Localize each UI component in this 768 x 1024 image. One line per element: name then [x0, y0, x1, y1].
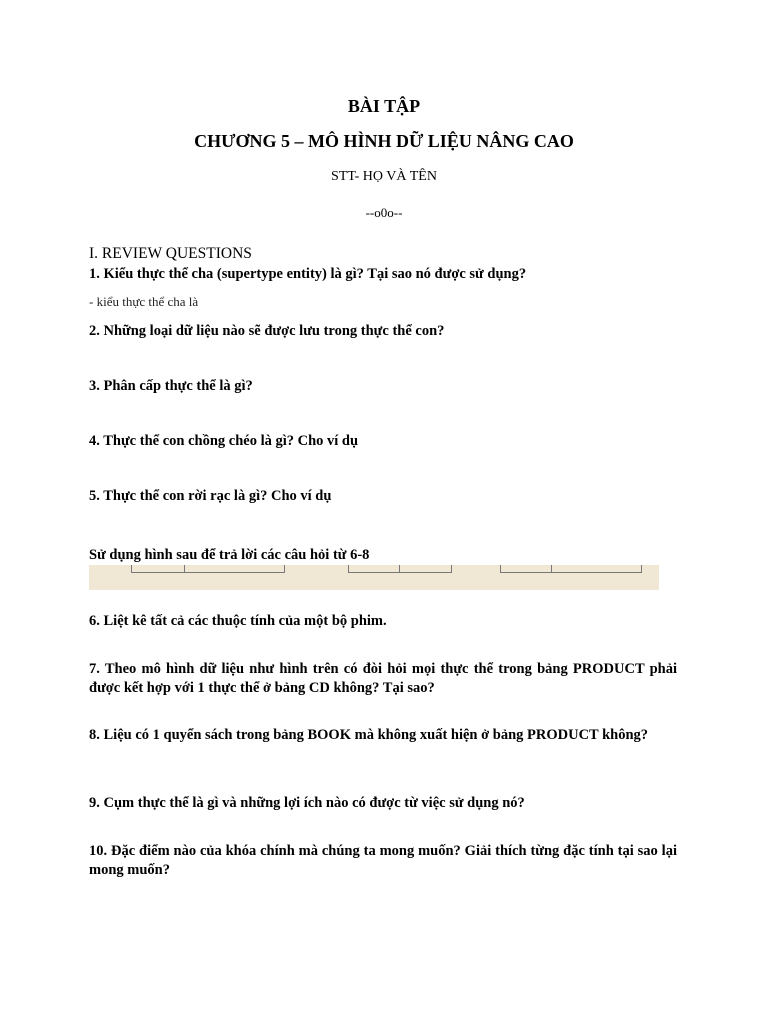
data-model-figure: [89, 565, 659, 590]
section-heading: I. REVIEW QUESTIONS: [89, 245, 252, 262]
document-title: BÀI TẬP: [347, 96, 421, 116]
figure-divider: [399, 565, 400, 572]
figure-divider: [184, 565, 185, 572]
figure-entity-box: [348, 565, 452, 573]
question-4: 4. Thực thể con chồng chéo là gì? Cho ví dụ: [89, 433, 359, 449]
question-9: 9. Cụm thực thể là gì và những lợi ích nào có được từ việc sử dụng nó?: [89, 795, 525, 811]
question-7: 7. Theo mô hình dữ liệu như hình trên có đòi hỏi mọi thực thể trong bảng PRODUCT phải được kết hợp với 1 thực thể ở bảng CD không? Tại sao?: [89, 661, 677, 696]
question-10: 10. Đặc điểm nào của khóa chính mà chúng ta mong muốn? Giải thích từng đặc tính tại sao lại mong muốn?: [89, 843, 677, 878]
figure-caption: Sử dụng hình sau để trả lời các câu hỏi từ 6-8: [89, 547, 370, 563]
question-8: 8. Liệu có 1 quyển sách trong bảng BOOK mà không xuất hiện ở bảng PRODUCT không?: [89, 727, 649, 743]
question-3: 3. Phân cấp thực thể là gì?: [89, 378, 253, 394]
question-6: 6. Liệt kê tất cả các thuộc tính của một bộ phim.: [89, 613, 387, 629]
figure-divider: [551, 565, 552, 572]
figure-entity-box: [500, 565, 642, 573]
chapter-title: CHƯƠNG 5 – MÔ HÌNH DỮ LIỆU NÂNG CAO: [194, 131, 574, 151]
separator: --o0o--: [365, 205, 403, 220]
question-1: 1. Kiểu thực thể cha (supertype entity) là gì? Tại sao nó được sử dụng?: [89, 266, 527, 282]
question-2: 2. Những loại dữ liệu nào sẽ được lưu trong thực thể con?: [89, 323, 445, 339]
figure-entity-box: [131, 565, 285, 573]
student-name-line: STT- HỌ VÀ TÊN: [331, 169, 437, 184]
question-5: 5. Thực thể con rời rạc là gì? Cho ví dụ: [89, 488, 332, 504]
answer-1[interactable]: - kiểu thực thể cha là: [89, 294, 199, 309]
